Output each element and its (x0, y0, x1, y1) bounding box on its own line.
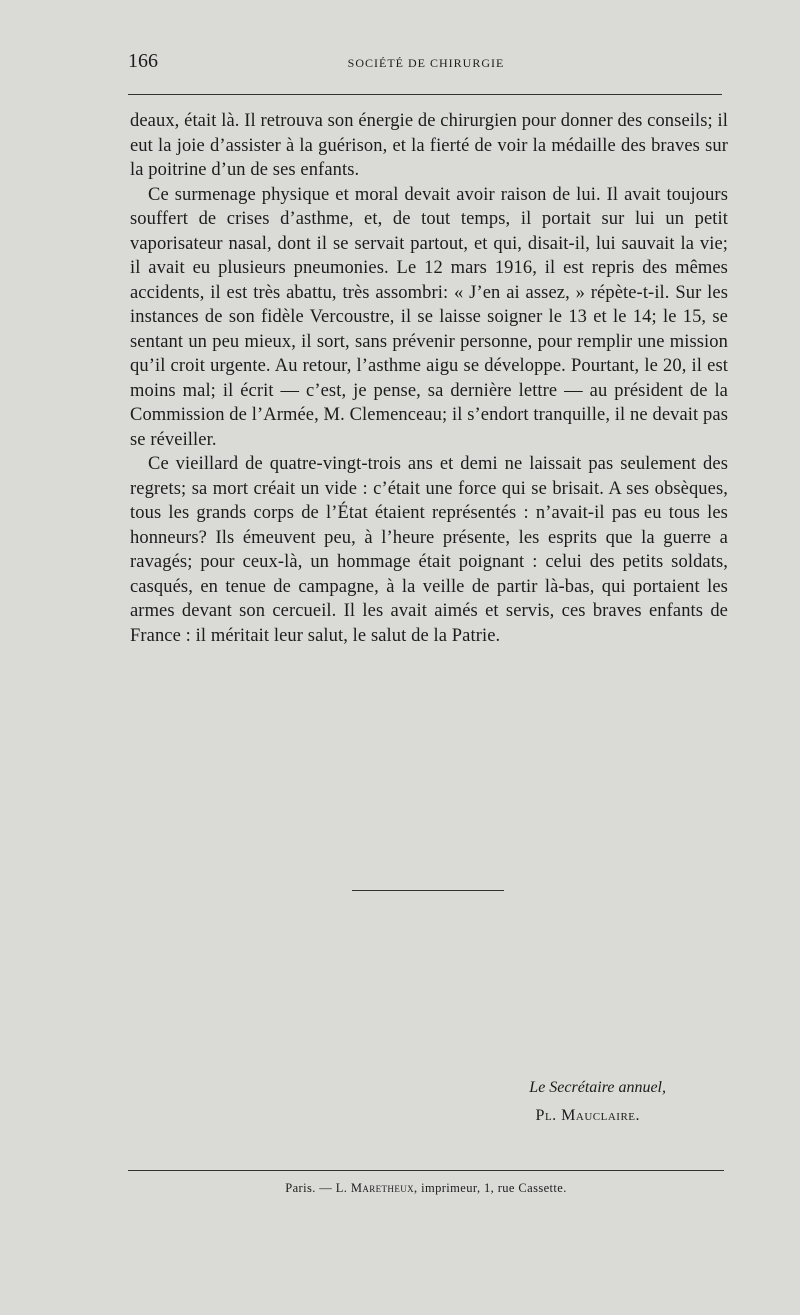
printer-name: Maretheux (350, 1181, 415, 1195)
signature-name: Pl. Mauclaire. (535, 1107, 640, 1124)
running-title: SOCIÉTÉ DE CHIRURGIE (347, 56, 505, 70)
paragraph-3: Ce vieillard de quatre-vingt-trois ans et demi ne laissait pas seulement des regrets; sa mort créait un vide : c’était une force qui se brisait. A ses obsèques, tous les grands corps de l’État étaient représentés : n’avait-il pas eu tous les honneurs? Ils émeuvent peu, à l’heure présente, les esprits que la guerre a ravagés; pour ceux-là, un hommage était poignant : celui des petits soldats, casqués, en tenue de campagne, à la veille de partir là-bas, qui portaient les armes devant son cercueil. Il les avait aimés et servis, ces braves enfants de France : il méritait leur salut, le salut de la Patrie. (130, 454, 728, 646)
paragraph-2: Ce surmenage physique et moral devait avoir raison de lui. Il avait toujours souffert de crises d’asthme, et, de tout temps, il portait sur lui un petit vaporisateur nasal, dont il se servait partout, et qui, disait-il, lui sauvait la vie; il avait eu plusieurs pneumonies. Le 12 mars 1916, il est repris des mêmes accidents, il est très abattu, très assombri: « J’en ai assez, » répète-t-il. Sur les instances de son fidèle Vercoustre, il se laisse soigner le 13 et le 14; le 15, se sentant un peu mieux, il sort, sans prévenir personne, pour remplir une mission qu’il croit urgente. Au retour, l’asthme aigu se développe. Pourtant, le 20, il est moins mal; il écrit — c’est, je pense, sa dernière lettre — au président de la Commission de l’Armée, M. Clemenceau; il s’endort tranquille, il ne devait pas se réveiller. (130, 184, 728, 450)
signature-block (440, 1074, 680, 1130)
imprint-suffix: , imprimeur, 1, rue Cassette. (414, 1181, 567, 1195)
main-text (130, 109, 728, 648)
paragraph-1: deaux, était là. Il retrouva son énergie de chirurgien pour donner des conseils; il eut la joie d’assister à la guérison, et la fierté de voir la médaille des braves sur la poitrine d’un de ses enfants. (130, 111, 728, 180)
signature-role: Le Secrétaire annuel, (529, 1079, 666, 1096)
footer-divider (128, 1170, 724, 1171)
page-number: 166 (128, 50, 158, 72)
section-divider (352, 890, 504, 891)
imprint-prefix: Paris. — L. (285, 1181, 348, 1195)
printer-imprint (128, 1181, 724, 1196)
header-divider (128, 94, 722, 95)
running-head (128, 50, 724, 76)
